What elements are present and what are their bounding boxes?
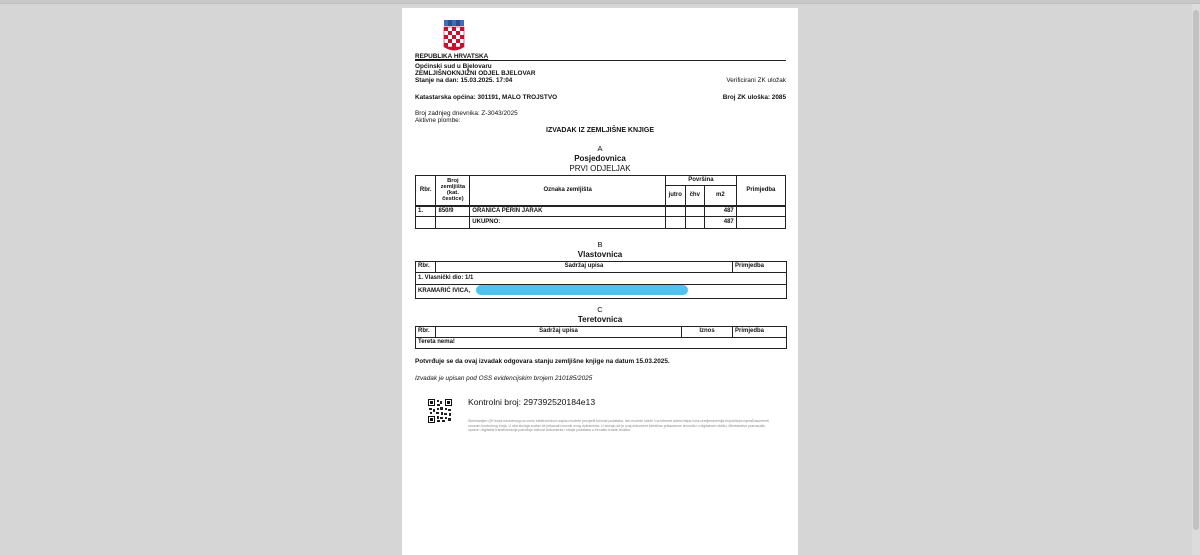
col-note: Primjedba [733, 262, 787, 273]
total-m2: 487 [704, 217, 736, 229]
country-name: REPUBLIKA HRVATSKA [415, 53, 489, 60]
row-parcel: 850/9 [436, 206, 470, 217]
row-jutro [666, 206, 685, 217]
possession-table [415, 175, 786, 229]
vertical-scrollbar[interactable] [1192, 4, 1200, 555]
col-chv: čhv [685, 186, 704, 206]
row-label: ORANICA PERIN JARAK [470, 206, 666, 217]
table-row [416, 206, 786, 217]
col-rbr: Rbr. [416, 327, 436, 338]
col-rbr: Rbr. [416, 262, 436, 273]
row-m2: 487 [704, 206, 736, 217]
section-c-title: Teretovnica [577, 315, 623, 324]
section-c-letter: C [597, 305, 603, 314]
row-chv [685, 206, 704, 217]
section-a-subtitle: PRVI ODJELJAK [569, 164, 631, 173]
total-label: UKUPNO: [470, 217, 666, 229]
row-note [736, 206, 785, 217]
control-number: Kontrolni broj: 297392520184e13 [468, 397, 596, 407]
col-m2: m2 [704, 186, 736, 206]
last-journal: Broj zadnjeg dnevnika: Z-3043/2025 [415, 110, 518, 117]
no-encumbrances: Tereta nema! [416, 338, 787, 349]
zk-number: Broj ZK uloška: 2085 [722, 94, 786, 101]
owner-name: KRAMARIĆ IVICA, [416, 285, 787, 299]
state-date: Stanje na dan: 15.03.2025. 17:04 [415, 77, 513, 84]
col-note: Primjedba [733, 327, 787, 338]
viewer-top-bar [0, 0, 1200, 4]
coat-of-arms-icon [442, 20, 466, 54]
col-content: Sadržaj upisa [436, 327, 682, 338]
verification-fine-print: Skeniranjem QR koda navedenog na ovom elektroničkom zapisu možete provjeriti točnost podataka. Isto možete učiniti i na internet adresi https://oss.uredjenazemlja.hr/public/provjeraDokumenti unosom kontrolnog broja. U oba slučaja sustav će prikazati izvornik ovog dokumenta. U slučaju da je ovaj dokument identičan prikazanom izvorniku u digitalnom obliku, Ministarstvo pravosuđa, uprave i digitalne transformacije potvrđuje točnost dokumenta i stanje podataka u trenutku izrade izvatka. [468, 419, 769, 433]
ownership-share: 1. Vlasnički dio: 1/1 [416, 273, 787, 285]
qr-code-icon [428, 399, 452, 423]
scrollbar-thumb[interactable] [1193, 10, 1199, 530]
department-name: ZEMLJIŠNOKNJIŽNI ODJEL BJELOVAR [415, 70, 536, 77]
total-row [416, 217, 786, 229]
col-content: Sadržaj upisa [436, 262, 733, 273]
redaction-mark [476, 285, 688, 295]
oss-number: Izvadak je upisan pod OSS evidencijskim brojem 210185/2025 [415, 375, 593, 382]
col-jutro: jutro [666, 186, 685, 206]
document-page [402, 8, 798, 555]
court-name: Općinski sud u Bjelovaru [415, 63, 492, 70]
row-rbr: 1. [416, 206, 436, 217]
section-a-title: Posjedovnica [574, 154, 626, 163]
col-label: Oznaka zemljišta [470, 176, 666, 206]
active-seals: Aktivne plombe: [415, 117, 461, 124]
col-amount: Iznos [682, 327, 733, 338]
col-parcel: Broj zemljišta (kat. čestice) [436, 176, 470, 206]
cadastral-municipality: Katastarska općina: 301191, MALO TROJSTVO [415, 94, 558, 101]
header-divider [415, 60, 786, 61]
encumbrance-table [415, 326, 787, 349]
confirmation-text: Potvrđuje se da ovaj izvadak odgovara stanju zemljišne knjige na datum 15.03.2025. [415, 358, 670, 365]
document-title: IZVADAK IZ ZEMLJIŠNE KNJIGE [546, 127, 654, 134]
section-b-title: Vlastovnica [577, 250, 623, 259]
col-note: Primjedba [736, 176, 785, 206]
col-area: Površina [666, 176, 737, 186]
section-a-letter: A [597, 144, 603, 153]
section-b-letter: B [597, 240, 603, 249]
verified-label: Verificirani ZK uložak [726, 77, 786, 84]
col-rbr: Rbr. [416, 176, 436, 206]
